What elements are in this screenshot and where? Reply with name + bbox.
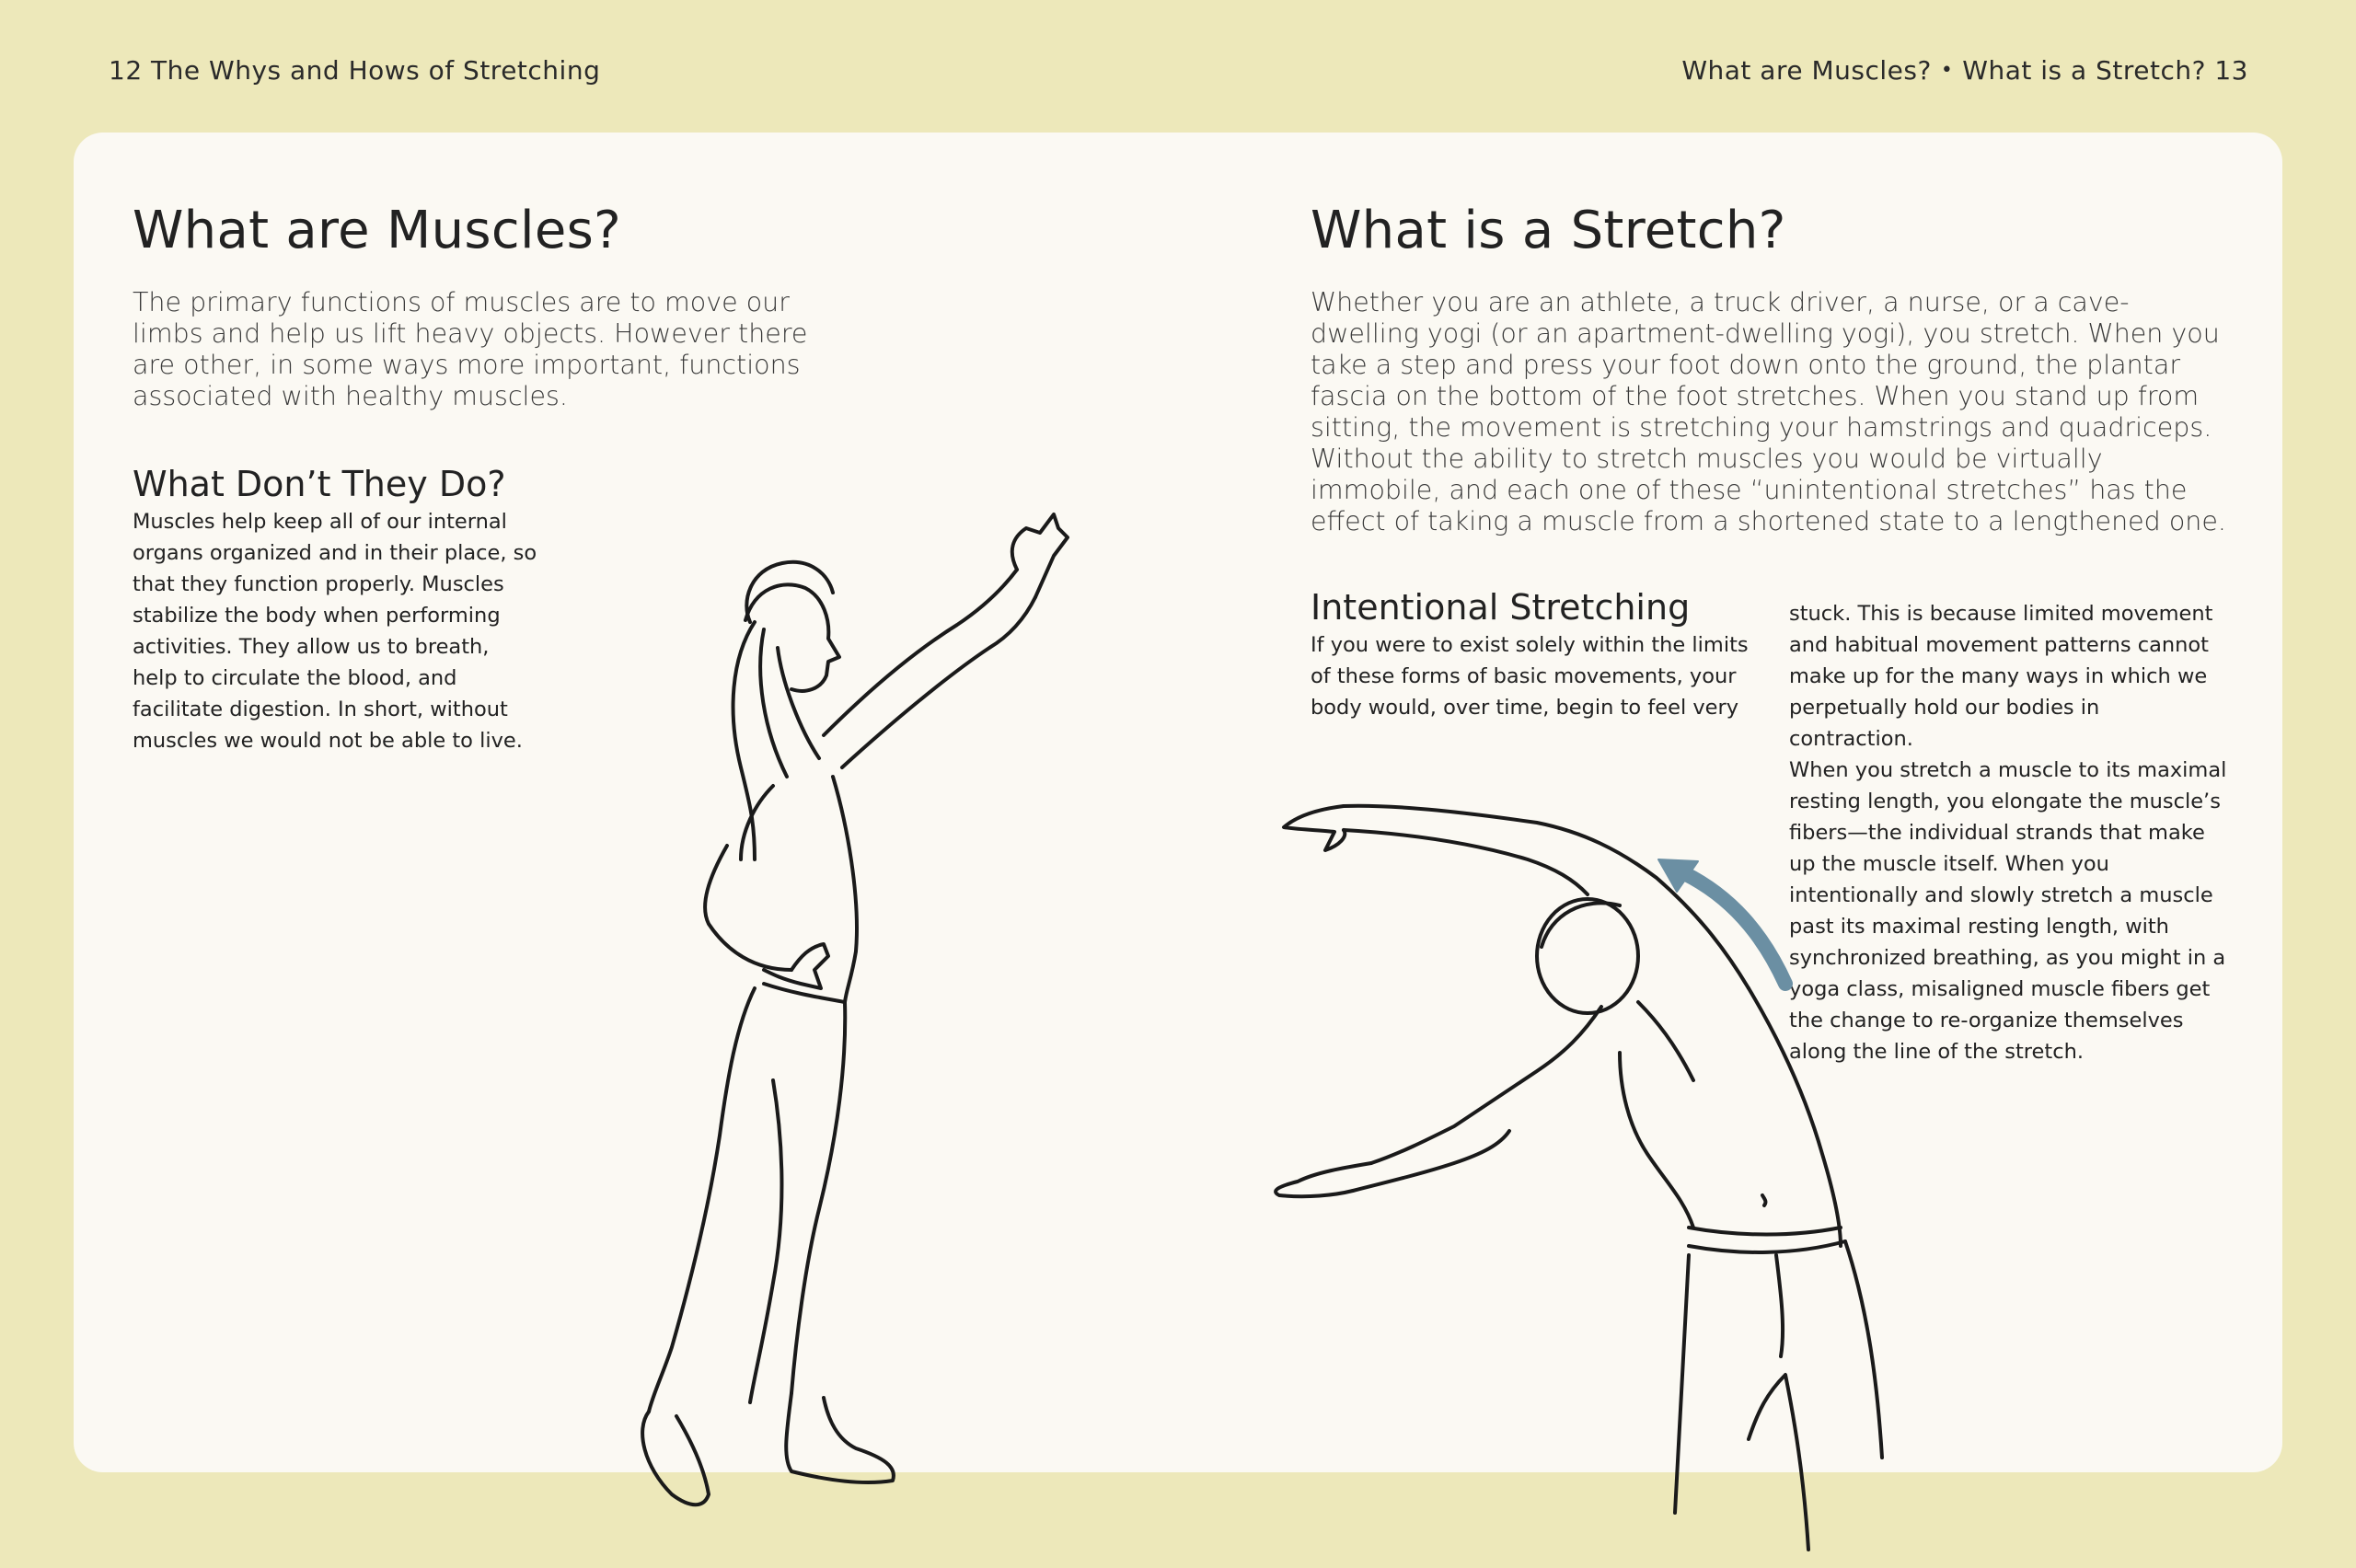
content-card [74, 133, 2282, 1472]
woman-reaching-up-illustration [479, 381, 1141, 1550]
left-body: Muscles help keep all of our internal organs organized and in their place, so that they function properly. Muscles stabilize the body when performing activities. They allow us to breath, help to circulate the blood, and facilitate digestion. In short, without muscles we would not be able to live. [133, 510, 537, 753]
running-title-right-1: What are Muscles? [1681, 55, 1932, 86]
right-title: What is a Stretch? [1311, 201, 1786, 260]
page-number-right: 13 [2214, 55, 2248, 86]
left-intro: The primary functions of muscles are to move our limbs and help us lift heavy objects. However there are other, in some ways more important, functions associated with healthy muscles. [133, 287, 808, 411]
right-col1-body: If you were to exist solely within the limits of these forms of basic movements, your body would, over time, begin to feel very [1311, 633, 1749, 720]
right-intro: Whether you are an athlete, a truck driver, a nurse, or a cave-dwelling yogi (or an apartment-dwelling yogi), you stretch. When you take a step and press your foot down onto the ground, the plantar fascia on the bottom of the foot stretches. When you stand up from sitting, the movement is stretching your hamstrings and quadriceps. Without the ability to stretch muscles you would be virtually immobile, and each one of these “unintentional stretches” has the effect of taking a muscle from a shortened state to a lengthened one. [1311, 287, 2226, 536]
page-number-left: 12 [109, 55, 143, 86]
left-subheading: What Don’t They Do? [133, 464, 506, 504]
right-col2-body-p1: stuck. This is because limited movement and habitual movement patterns cannot make up for the many ways in which we perpetually hold our bodies in contraction. [1789, 602, 2213, 751]
right-col2-body-p2: When you stretch a muscle to its maximal resting length, you elongate the muscle’s fibers—the individual strands that make up the muscle itself. When you intentionally and slowly stretch a muscle past its maximal resting length, with synchronized breathing, as you might in a yoga class, misaligned muscle fibers get the change to re-organize themselves along the line of the stretch. [1789, 758, 2227, 1064]
man-side-stretch-illustration [1233, 777, 1896, 1568]
right-subheading: Intentional Stretching [1311, 587, 1691, 628]
running-head-left [109, 55, 600, 86]
bullet-separator: • [1940, 59, 1954, 82]
left-title: What are Muscles? [133, 201, 622, 260]
running-head-right [1681, 55, 2248, 86]
running-title-left: The Whys and Hows of Stretching [151, 55, 601, 86]
running-title-right-2: What is a Stretch? [1962, 55, 2206, 86]
